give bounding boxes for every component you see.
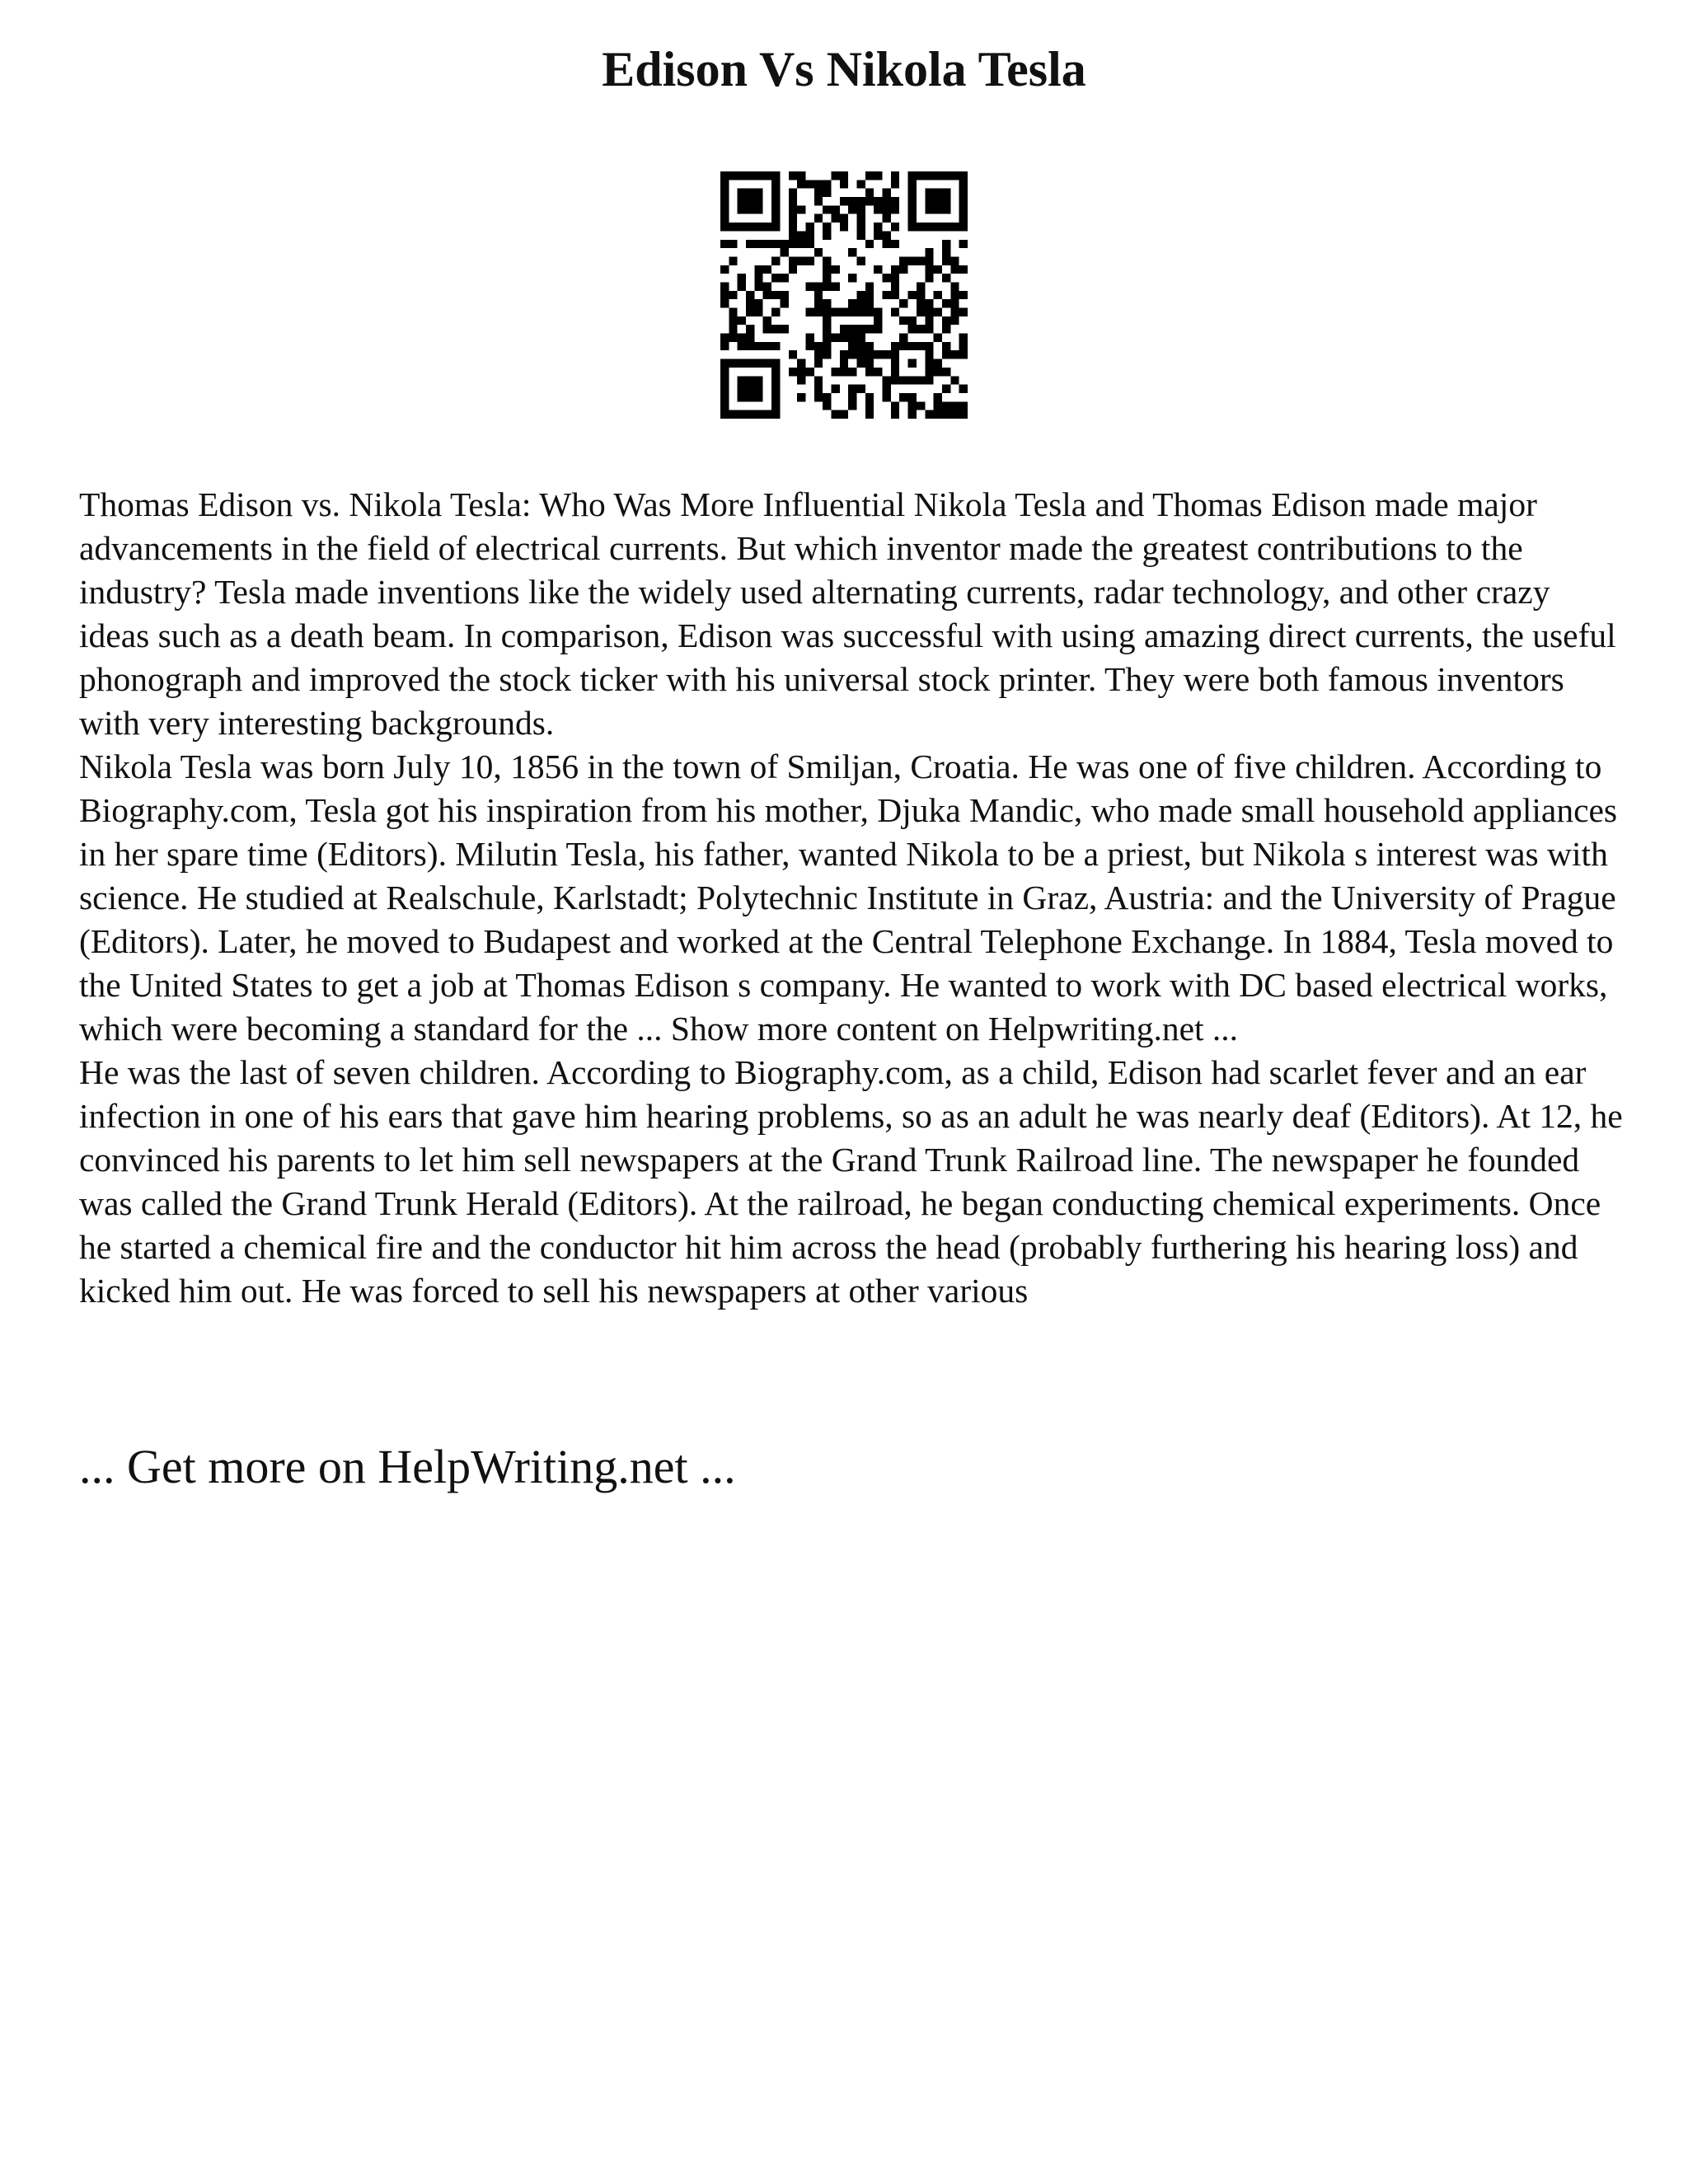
article-body (79, 483, 1629, 1313)
document-title: Edison Vs Nikola Tesla (602, 42, 1086, 96)
paragraph: Thomas Edison vs. Nikola Tesla: Who Was More Influential Nikola Tesla and Thomas Edison made major advancements in the field of electrical currents. But which inventor made the greatest contributions to the industry? Tesla made inventions like the widely used alternating currents, radar technology, and other crazy ideas such as a death beam. In comparison, Edison was successful with using amazing direct currents, the useful phonograph and improved the stock ticker with his universal stock printer. They were both famous inventors with very interesting backgrounds. (79, 485, 1616, 742)
helpwriting-link[interactable]: ... Get more on HelpWriting.net ... (79, 1440, 736, 1493)
qr-code-icon (720, 171, 968, 419)
qr-code-graphic (720, 171, 968, 419)
paragraph: He was the last of seven children. According to Biography.com, as a child, Edison had scarlet fever and an ear infection in one of his ears that gave him hearing problems, so as an adult he was nearly deaf (Editors). At 12, he convinced his parents to let him sell newspapers at the Grand Trunk Railroad line. The newspaper he founded was called the Grand Trunk Herald (Editors). At the railroad, he began conducting chemical experiments. Once he started a chemical fire and the conductor hit him across the head (probably furthering his hearing loss) and kicked him out. He was forced to sell his newspapers at other various (79, 1053, 1623, 1310)
paragraph: Nikola Tesla was born July 10, 1856 in the town of Smiljan, Croatia. He was one of five children. According to Biography.com, Tesla got his inspiration from his mother, Djuka Mandic, who made small household appliances in her spare time (Editors). Milutin Tesla, his father, wanted Nikola to be a priest, but Nikola s interest was with science. He studied at Realschule, Karlstadt; Polytechnic Institute in Graz, Austria: and the University of Prague (Editors). Later, he moved to Budapest and worked at the Central Telephone Exchange. In 1884, Tesla moved to the United States to get a job at Thomas Edison s company. He wanted to work with DC based electrical works, which were becoming a standard for the ... Show more content on Helpwriting.net ... (79, 748, 1618, 1047)
